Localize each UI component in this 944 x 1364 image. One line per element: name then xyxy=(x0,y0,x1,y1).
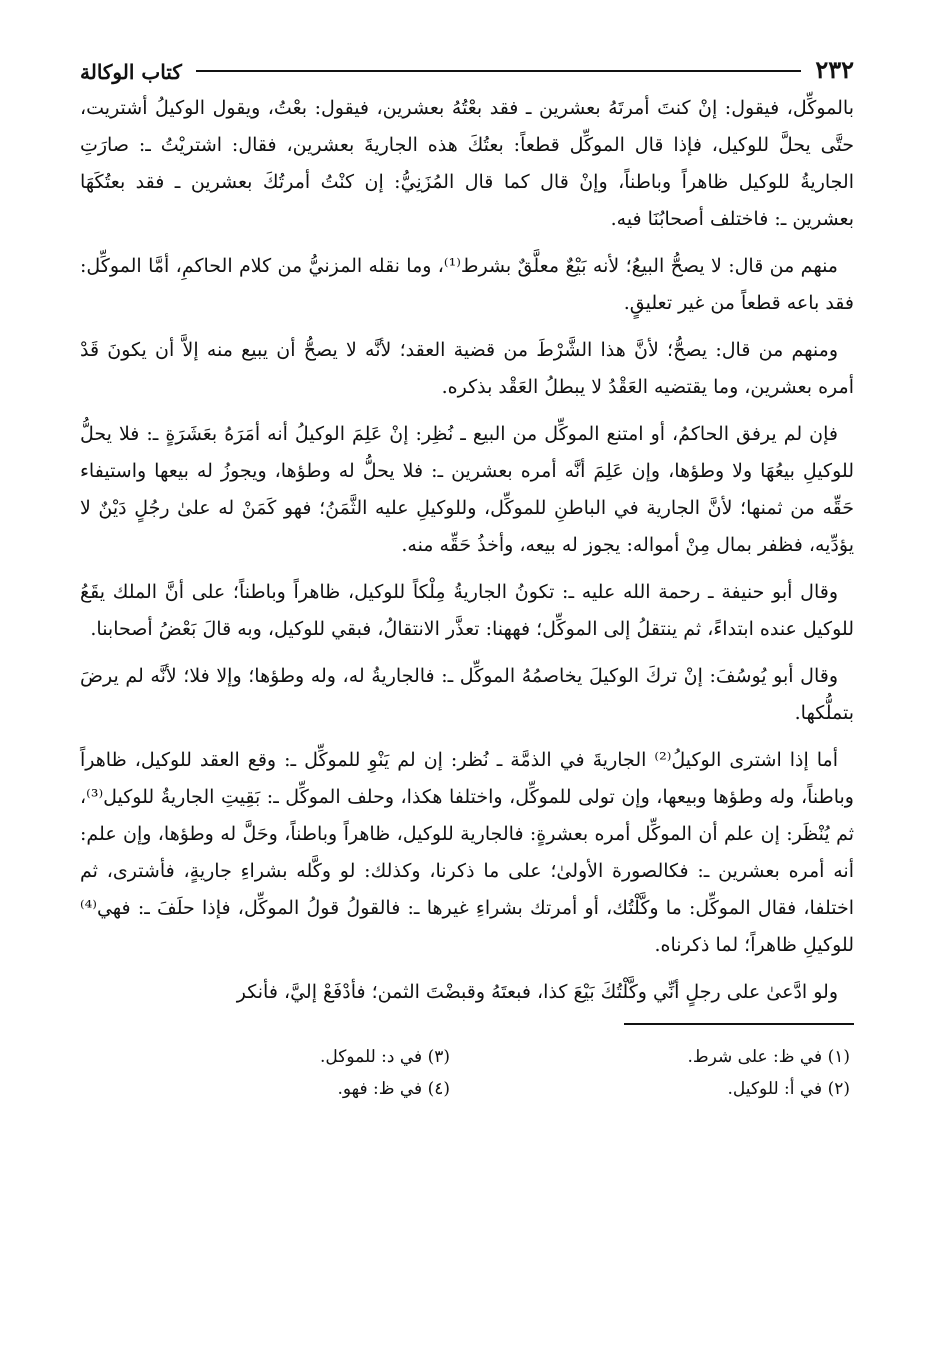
page-number: ٢٣٢ xyxy=(815,55,854,84)
main-text xyxy=(80,90,854,1011)
paragraph: ومنهم من قال: يصحُّ؛ لأنَّ هذا الشَّرْطَ من قضية العقد؛ لأنَّه لا يصحُّ أن يبيع منه إلاَّ أن يكونَ قَدْ أمره بعشرين، وما يقتضيه العَقْدُ لا يبطلُ العَقْد بذكره. xyxy=(80,339,854,398)
paragraph: بالموكِّل، فيقول: إنْ كنتَ أمرتَهُ بعشرين ـ فقد بعْتُهُ بعشرين، فيقول: بعْتُ، ويقول الوكيلُ أشتريت، حتَّى يحلَّ للوكيل، فإذا قال الموكِّل قطعاً: بعتُكَ هذه الجاريةَ بعشرين، فقال: اشتريْتُ ـ: صارَتِ الجاريةُ للوكيل ظاهراً وباطناً، وإنْ قال كما قال المُزَنِيُّ: إن كنْتُ أمرتُكَ بعشرين ـ فقد بعتُكَهَا بعشرين ـ: فاختلف أصحابُنَا فيه. xyxy=(80,97,854,230)
footnote: (٣) في د: للموكل. xyxy=(319,1047,450,1067)
header-rule xyxy=(196,70,801,72)
paragraph: وقال أبو يُوسُفَ: إنْ تركَ الوكيلَ يخاصمُهُ الموكِّل ـ: فالجاريةُ له، وله وطؤها؛ وإلا فلا؛ لأنَّه لم يرضَ بتملُّكها. xyxy=(80,665,854,724)
footnote-rule xyxy=(624,1023,854,1025)
paragraph: فإن لم يرفق الحاكمُ، أو امتنع الموكِّل من البيع ـ نُظِر: إنْ عَلِمَ الوكيلُ أنه أمَرَهُ بعَشَرَةٍ ـ: فلا يحلُّ للوكيلِ بيعُهَا ولا وطؤها، وإن عَلِمَ أنَّه أمره بعشرين ـ: فلا يحلُّ له وطؤها، ويجوزُ له بيعها واستيفاء حَقِّه من ثمنها؛ لأنَّ الجارية في الباطنِ للموكِّل، وللوكيلِ عليه الثَّمَنُ؛ فهو كَمَنْ له علىٰ رجُلٍ دَيْنٌ لا يؤدِّيه، فظفر بمال مِنْ أمواله: يجوز له بيعه، وأخذُ حَقِّه منه. xyxy=(80,423,854,556)
paragraph: منهم من قال: لا يصحُّ البيعُ؛ لأنه بَيْعٌ معلَّقٌ بشرط⁽¹⁾، وما نقله المزنيُّ من كلام الحاكمِ، أمَّا الموكِّل: فقد باعه قطعاً من غير تعليقٍ. xyxy=(80,255,854,314)
paragraph: أما إذا اشترى الوكيلُ⁽²⁾ الجاريةَ في الذمَّة ـ نُظر: إن لم يَنْوِ للموكِّل ـ: وقع العقد للوكيل، ظاهراً وباطناً، وله وطؤها وبيعها، وإن تولى للموكِّل، واختلفا هكذا، وحلف الموكِّل ـ: بَقِيتِ الجاريةُ للوكيل⁽³⁾، ثم يُنْظَر: إن علم أن الموكِّل أمره بعشرةٍ: فالجارية للوكيل، ظاهراً وباطناً، وحَلَّ له وطؤها، وإن علم: أنه أمره بعشرين ـ: فكالصورة الأولىٰ؛ على ما ذكرنا، وكذلك: لو وكَّله بشراءِ جاريةٍ، فأشترى، ثم اختلفا، فقال الموكِّل: ما وكَّلْتُك، أو أمرتك بشراءِ غيرها ـ: فالقولُ قولُ الموكِّل، فإذا حلَفَ ـ: فهي⁽⁴⁾ للوكيلِ ظاهراً؛ لما ذكرناه. xyxy=(80,749,854,956)
paragraph: ولو ادَّعىٰ على رجلٍ أنِّي وكَّلْتُكَ بَيْعَ كذا، فبعتَهُ وقبضْتَ الثمن؛ فأدْفَعْ إليَّ، فأنكر xyxy=(236,981,838,1003)
running-title: كتاب الوكالة xyxy=(80,60,182,84)
footnotes xyxy=(80,1043,854,1103)
paragraph: وقال أبو حنيفة ـ رحمة الله عليه ـ: تكونُ الجاريةُ مِلْكاً للوكيل، ظاهراً وباطناً؛ على أنَّ الملك يقَعُ للوكيل عنده ابتداءً، ثم ينتقلُ إلى الموكِّل؛ فههنا: تعذَّر الانتقالُ، فبقي للوكيل، وبه قالَ بَعْضُ أصحابنا. xyxy=(80,581,854,640)
footnote: (٢) في أ: للوكيل. xyxy=(727,1079,850,1099)
page-header xyxy=(80,40,854,84)
footnote: (١) في ظ: على شرط. xyxy=(687,1047,850,1067)
footnote: (٤) في ظ: فهو. xyxy=(337,1079,450,1099)
